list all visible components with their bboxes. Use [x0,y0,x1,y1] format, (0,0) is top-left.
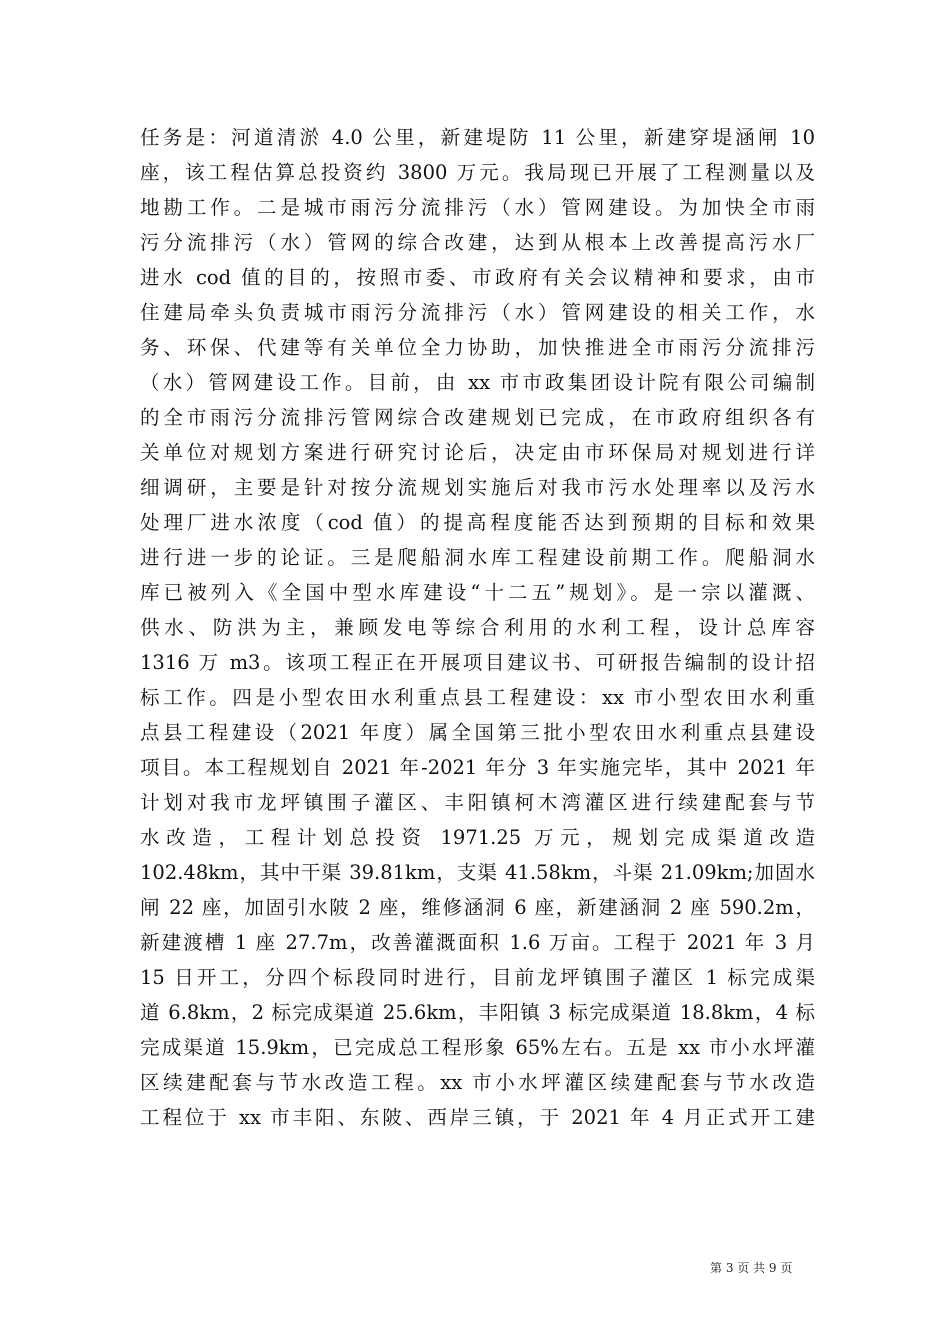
text-line: 的全市雨污分流排污管网综合改建规划已完成，在市政府组织各有 [140,406,815,429]
text-line: 标工作。四是小型农田水利重点县工程建设：xx 市小型农田水利重 [140,686,815,709]
document-body [140,120,815,1135]
text-line: 工程位于 xx 市丰阳、东陂、西岸三镇，于 2021 年 4 月正式开工建 [140,1106,815,1129]
text-line: 住建局牵头负责城市雨污分流排污（水）管网建设的相关工作，水 [140,301,815,324]
text-line: 新建渡槽 1 座 27.7m，改善灌溉面积 1.6 万亩。工程于 2021 年 3 月 [140,931,815,954]
text-line: 座，该工程估算总投资约 3800 万元。我局现已开展了工程测量以及 [140,161,815,184]
text-line: 1316 万 m3。该项工程正在开展项目建议书、可研报告编制的设计招 [140,651,815,674]
text-line: 供水、防洪为主，兼顾发电等综合利用的水利工程，设计总库容 [140,616,815,639]
text-line: 15 日开工，分四个标段同时进行，目前龙坪镇围子灌区 1 标完成渠 [140,966,815,989]
text-line: 项目。本工程规划自 2021 年-2021 年分 3 年实施完毕，其中 2021 年 [140,756,815,779]
page-number: 第 3 页 共 9 页 [710,1261,793,1275]
text-line: 102.48km，其中干渠 39.81km，支渠 41.58km，斗渠 21.09km;加固水 [140,861,815,884]
text-line: 细调研，主要是针对按分流规划实施后对我市污水处理率以及污水 [140,476,815,499]
text-line: 闸 22 座，加固引水陂 2 座，维修涵洞 6 座，新建涵洞 2 座 590.2m， [140,896,815,919]
text-line: 水改造，工程计划总投资 1971.25 万元，规划完成渠道改造 [140,826,815,849]
text-line: 关单位对规划方案进行研究讨论后，决定由市环保局对规划进行详 [140,441,815,464]
text-line: 污分流排污（水）管网的综合改建，达到从根本上改善提高污水厂 [140,231,815,254]
text-line: 计划对我市龙坪镇围子灌区、丰阳镇柯木湾灌区进行续建配套与节 [140,791,815,814]
text-line: 进水 cod 值的目的，按照市委、市政府有关会议精神和要求，由市 [140,266,815,289]
text-line: 库已被列入《全国中型水库建设“十二五”规划》。是一宗以灌溉、 [140,581,815,604]
text-line: 处理厂进水浓度（cod 值）的提高程度能否达到预期的目标和效果 [140,511,815,534]
text-line: 务、环保、代建等有关单位全力协助，加快推进全市雨污分流排污 [140,336,815,359]
text-line: 道 6.8km，2 标完成渠道 25.6km，丰阳镇 3 标完成渠道 18.8km，4 标 [140,1001,815,1024]
text-line: 区续建配套与节水改造工程。xx 市小水坪灌区续建配套与节水改造 [140,1071,815,1094]
text-line: 完成渠道 15.9km，已完成总工程形象 65%左右。五是 xx 市小水坪灌 [140,1036,815,1059]
text-line: 任务是：河道清淤 4.0 公里，新建堤防 11 公里，新建穿堤涵闸 10 [140,126,815,149]
text-line: （水）管网建设工作。目前，由 xx 市市政集团设计院有限公司编制 [140,371,815,394]
text-line: 进行进一步的论证。三是爬船洞水库工程建设前期工作。爬船洞水 [140,546,815,569]
text-line: 地勘工作。二是城市雨污分流排污（水）管网建设。为加快全市雨 [140,196,815,219]
text-line: 点县工程建设（2021 年度）属全国第三批小型农田水利重点县建设 [140,721,815,744]
